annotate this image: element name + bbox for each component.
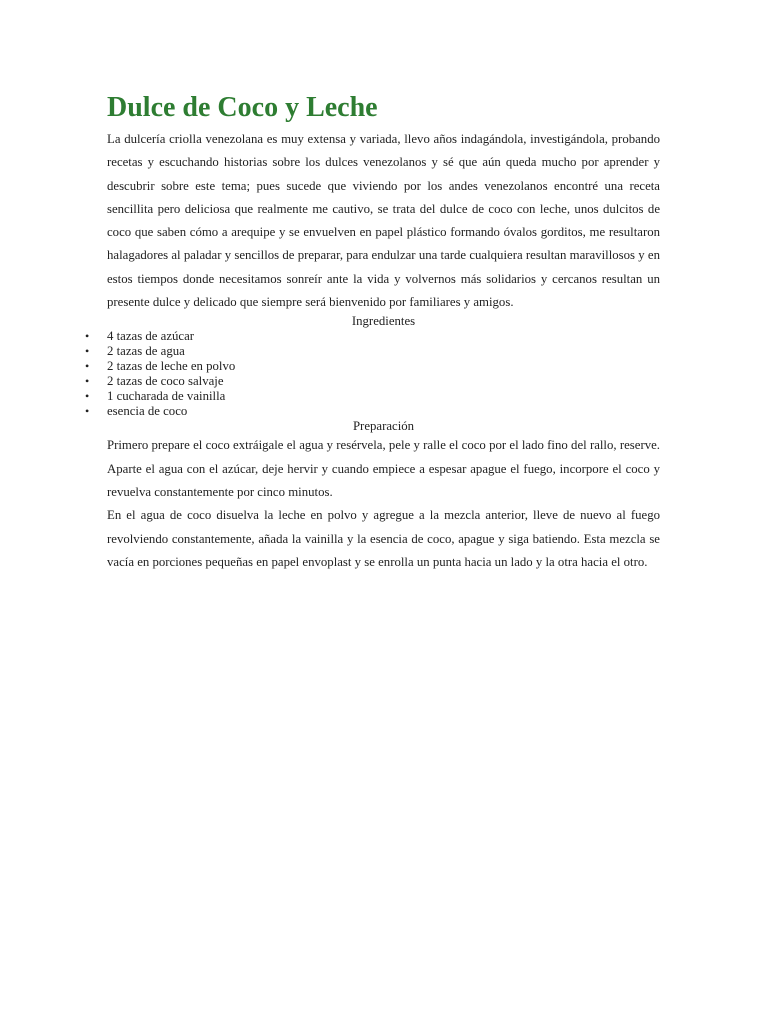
preparation-heading: Preparación (352, 419, 415, 434)
bullet-icon: • (85, 329, 90, 344)
bullet-icon: • (85, 344, 90, 359)
ingredients-list (85, 329, 660, 419)
ingredient-item: • 2 tazas de coco salvaje (85, 374, 224, 389)
bullet-icon: • (85, 374, 90, 389)
document-page (85, 90, 660, 574)
preparation-paragraph: En el agua de coco disuelva la leche en polvo y agregue a la mezcla anterior, lleve de nuevo al fuego revolviendo constantemente, añada la vainilla y la esencia de coco, apague y siga batiendo. Esta mezcla se vacía en porciones pequeñas en papel envoplast y se enrolla un punta hacia un lado y la otra hacia el otro. (107, 508, 660, 569)
bullet-icon: • (85, 404, 90, 419)
ingredient-item: • 2 tazas de agua (85, 344, 185, 359)
page-title: Dulce de Coco y Leche (107, 92, 378, 123)
bullet-icon: • (85, 389, 90, 404)
preparation-paragraph: Primero prepare el coco extráigale el agua y resérvela, pele y ralle el coco por el lado fino del rallo, reserve. Aparte el agua con el azúcar, deje hervir y cuando empiece a espesar apague el fuego, incorpore el coco y revuelva constantemente por cinco minutos. (107, 438, 660, 499)
ingredient-item: • 2 tazas de leche en polvo (85, 359, 236, 374)
bullet-icon: • (85, 359, 90, 374)
ingredients-heading: Ingredientes (351, 314, 416, 329)
intro-paragraph: La dulcería criolla venezolana es muy extensa y variada, llevo años indagándola, investigándola, probando recetas y escuchando historias sobre los dulces venezolanos y sé que aún queda mucho por aprender y descubrir sobre este tema; pues sucede que viviendo por los andes venezolanos encontré una receta sencillita pero deliciosa que realmente me cautivo, se trata del dulce de coco con leche, unos dulcitos de coco que saben cómo a arequipe y se envuelven en papel plástico formando óvalos gorditos, me resultaron halagadores al paladar y sencillos de preparar, para endulzar una tarde cualquiera resultan maravillosos y en estos tiempos donde necesitamos sonreír ante la vida y volvernos más solidarios y cercanos resultan un presente dulce y delicado que siempre será bienvenido por familiares y amigos. (107, 132, 660, 310)
ingredient-item: • 4 tazas de azúcar (85, 329, 195, 344)
ingredient-item: • esencia de coco (85, 404, 188, 419)
ingredient-item: • 1 cucharada de vainilla (85, 389, 226, 404)
